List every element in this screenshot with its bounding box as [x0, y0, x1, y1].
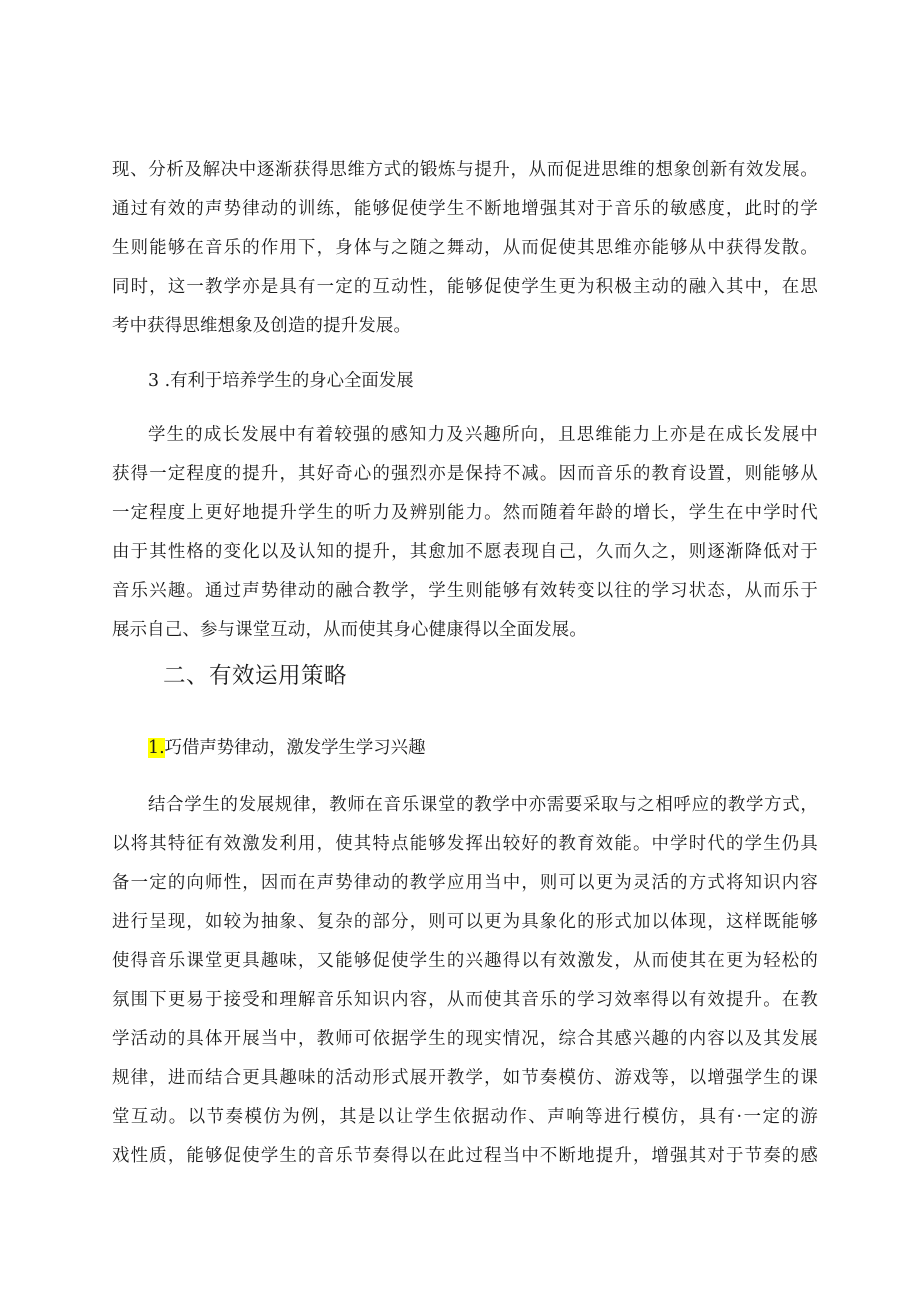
- subheading-number: 1.: [148, 738, 165, 758]
- paragraph-line: 学活动的具体开展当中，教师可依据学生的现实情况，综合其感兴趣的内容以及其发展: [112, 1029, 818, 1049]
- paragraph-line: 学生的成长发展中有着较强的感知力及兴趣所向，且思维能力上亦是在成长发展中: [148, 425, 818, 445]
- paragraph-line: 规律，进而结合更具趣味的活动形式展开教学，如节奏模仿、游戏等，以增强学生的课: [112, 1068, 818, 1088]
- paragraph-line: 堂互动。以节奏模仿为例，其是以让学生依据动作、声响等进行模仿，具有·一定的游: [112, 1107, 818, 1127]
- paragraph-line: 一定程度上更好地提升学生的听力及辨别能力。然而随着年龄的增长，学生在中学时代: [112, 503, 818, 523]
- paragraph-line: 同时，这一教学亦是具有一定的互动性，能够促使学生更为积极主动的融入其中，在思: [112, 277, 818, 297]
- paragraph-line: 进行呈现，如较为抽象、复杂的部分，则可以更为具象化的形式加以体现，这样既能够: [112, 912, 818, 932]
- paragraph-line: 结合学生的发展规律，教师在音乐课堂的教学中亦需要采取与之相呼应的教学方式，: [148, 795, 818, 815]
- subheading-1: [148, 731, 425, 765]
- paragraph-line: 考中获得思维想象及创造的提升发展。: [112, 316, 412, 336]
- paragraph-line: 现、分析及解决中逐渐获得思维方式的锻炼与提升，从而促进思维的想象创新有效发展。: [112, 160, 818, 180]
- paragraph-line: 生则能够在音乐的作用下，身体与之随之舞动，从而促使其思维亦能够从中获得发散。: [112, 238, 818, 258]
- paragraph-line: 戏性质，能够促使学生的音乐节奏得以在此过程当中不断地提升，增强其对于节奏的感: [112, 1146, 818, 1166]
- subheading-text: 巧借声势律动，激发学生学习兴趣: [164, 738, 426, 758]
- paragraph-line: 由于其性格的变化以及认知的提升，其愈加不愿表现自己，久而久之，则逐渐降低对于: [112, 542, 818, 562]
- paragraph-line: 备一定的向师性，因而在声势律动的教学应用当中，则可以更为灵活的方式将知识内容: [112, 873, 818, 893]
- paragraph-line: 通过有效的声势律动的训练，能够促使学生不断地增强其对于音乐的敏感度，此时的学: [112, 199, 818, 219]
- subheading-3: 3 .有利于培养学生的身心全面发展: [148, 371, 414, 391]
- paragraph-line: 以将其特征有效激发利用，使其特点能够发挥出较好的教育效能。中学时代的学生仍具: [112, 834, 818, 854]
- section-heading: 二、有效运用策略: [163, 663, 348, 689]
- paragraph-line: 音乐兴趣。通过声势律动的融合教学，学生则能够有效转变以往的学习状态，从而乐于: [112, 581, 818, 601]
- paragraph-line: 使得音乐课堂更具趣味，又能够促使学生的兴趣得以有效激发，从而使其在更为轻松的: [112, 951, 818, 971]
- paragraph-line: 展示自己、参与课堂互动，从而使其身心健康得以全面发展。: [112, 620, 587, 640]
- paragraph-line: 获得一定程度的提升，其好奇心的强烈亦是保持不减。因而音乐的教育设置，则能够从: [112, 464, 818, 484]
- paragraph-line: 氛围下更易于接受和理解音乐知识内容，从而使其音乐的学习效率得以有效提升。在教: [112, 990, 818, 1010]
